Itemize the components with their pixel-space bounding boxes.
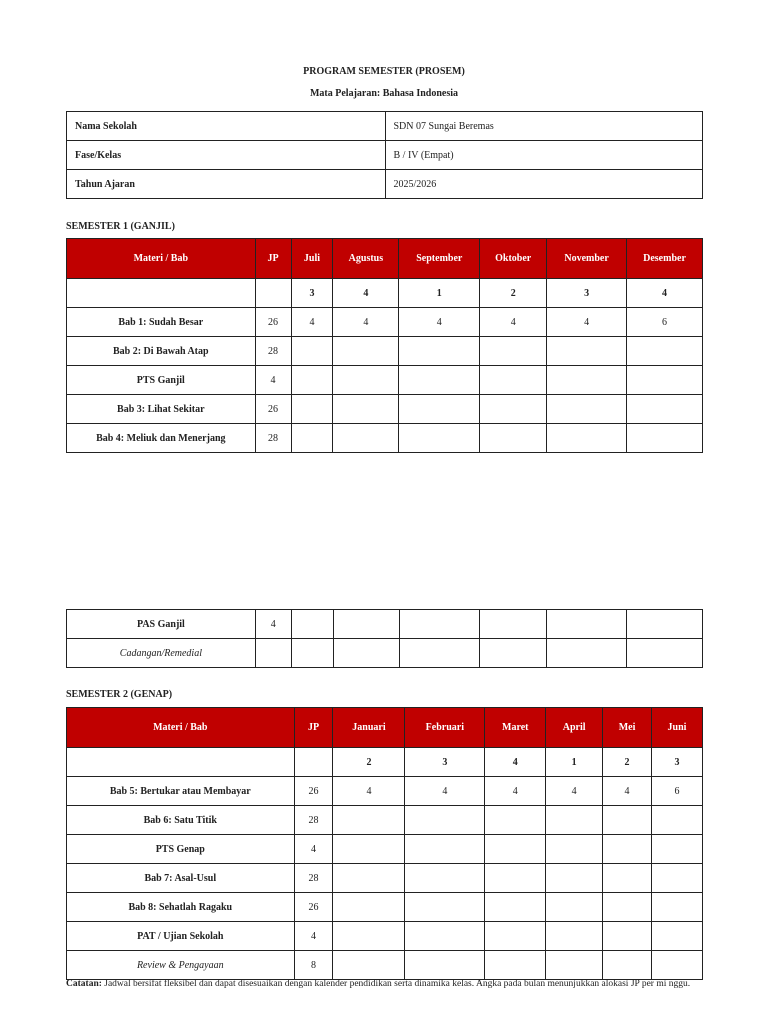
month-cell [627, 366, 703, 395]
materi-cell: Bab 1: Sudah Besar [67, 308, 256, 337]
month-cell [333, 424, 399, 453]
semester2-table [66, 707, 703, 980]
info-label: Fase/Kelas [67, 141, 386, 170]
month-cell [291, 337, 333, 366]
month-cell: 4 [480, 308, 547, 337]
week-number: 2 [603, 748, 652, 777]
month-cell [627, 610, 703, 639]
jp-cell: 26 [294, 777, 333, 806]
month-cell [333, 922, 405, 951]
month-cell [627, 424, 703, 453]
materi-cell: Bab 3: Lihat Sekitar [67, 395, 256, 424]
month-cell [480, 337, 547, 366]
info-table [66, 111, 703, 199]
month-cell [485, 893, 546, 922]
month-cell [546, 806, 603, 835]
materi-cell: PAS Ganjil [67, 610, 256, 639]
column-header-materi: Materi / Bab [67, 708, 295, 748]
month-cell [485, 922, 546, 951]
table-row [67, 922, 703, 951]
month-cell [546, 893, 603, 922]
column-header-month: Desember [627, 239, 703, 279]
jp-cell: 8 [294, 951, 333, 980]
month-cell [333, 639, 399, 668]
week-number: 4 [333, 279, 399, 308]
column-header-jp: JP [255, 239, 291, 279]
month-cell [485, 835, 546, 864]
materi-cell: Cadangan/Remedial [67, 639, 256, 668]
month-cell [333, 806, 405, 835]
month-cell [547, 366, 627, 395]
week-number: 1 [399, 279, 480, 308]
month-cell: 4 [485, 777, 546, 806]
month-cell [480, 366, 547, 395]
column-header-month: November [547, 239, 627, 279]
week-cell-empty [67, 279, 256, 308]
materi-cell: PTS Genap [67, 835, 295, 864]
month-cell [603, 835, 652, 864]
month-cell [405, 806, 485, 835]
month-cell [546, 864, 603, 893]
week-number: 2 [333, 748, 405, 777]
header-row [67, 708, 703, 748]
column-header-month: Juli [291, 239, 333, 279]
month-cell [485, 806, 546, 835]
week-cell-empty [67, 748, 295, 777]
month-cell [399, 395, 480, 424]
month-cell [652, 835, 703, 864]
month-cell: 4 [547, 308, 627, 337]
table-row [67, 610, 703, 639]
table-row [67, 395, 703, 424]
month-cell [546, 835, 603, 864]
column-header-month: September [399, 239, 480, 279]
materi-cell: Review & Pengayaan [67, 951, 295, 980]
jp-cell: 4 [255, 610, 291, 639]
materi-cell: Bab 4: Meliuk dan Menerjang [67, 424, 256, 453]
note [66, 975, 706, 994]
month-cell [291, 610, 333, 639]
month-cell: 6 [627, 308, 703, 337]
semester1-table [66, 238, 703, 453]
document-subtitle: Mata Pelajaran: Bahasa Indonesia [309, 88, 459, 99]
materi-cell: PTS Ganjil [67, 366, 256, 395]
column-header-materi: Materi / Bab [67, 239, 256, 279]
month-cell [547, 424, 627, 453]
info-row [67, 170, 703, 199]
jp-cell: 28 [255, 424, 291, 453]
month-cell [652, 864, 703, 893]
month-cell [603, 922, 652, 951]
month-cell [547, 610, 627, 639]
month-cell: 6 [652, 777, 703, 806]
month-cell [333, 610, 399, 639]
week-number: 1 [546, 748, 603, 777]
materi-cell: PAT / Ujian Sekolah [67, 922, 295, 951]
column-header-month: Maret [485, 708, 546, 748]
month-cell [627, 337, 703, 366]
month-cell: 4 [603, 777, 652, 806]
table-row [67, 366, 703, 395]
month-cell [333, 395, 399, 424]
week-cell-empty [294, 748, 333, 777]
column-header-month: April [546, 708, 603, 748]
month-cell [603, 806, 652, 835]
table-row [67, 835, 703, 864]
month-cell [480, 424, 547, 453]
column-header-month: Februari [405, 708, 485, 748]
note-label: Catatan: [66, 979, 102, 989]
note-text: Jadwal bersifat fleksibel dan dapat disesuaikan dengan kalender pendidikan serta dinamika kelas. Angka pada bulan menunjukkan alokasi JP per mi nggu. [104, 979, 691, 989]
jp-cell: 4 [294, 922, 333, 951]
month-cell [627, 395, 703, 424]
month-cell: 4 [399, 308, 480, 337]
jp-cell: 26 [294, 893, 333, 922]
materi-cell: Bab 8: Sehatlah Ragaku [67, 893, 295, 922]
info-value: SDN 07 Sungai Beremas [385, 112, 703, 141]
week-cell-empty [255, 279, 291, 308]
semester1-heading: SEMESTER 1 (GANJIL) [66, 221, 175, 232]
table-row [67, 864, 703, 893]
month-cell [399, 424, 480, 453]
month-cell [333, 864, 405, 893]
month-cell [405, 893, 485, 922]
month-cell [399, 366, 480, 395]
info-value: B / IV (Empat) [385, 141, 703, 170]
month-cell [547, 395, 627, 424]
month-cell [333, 337, 399, 366]
week-number: 4 [485, 748, 546, 777]
month-cell [652, 922, 703, 951]
month-cell [405, 864, 485, 893]
jp-cell: 28 [294, 864, 333, 893]
semester1-table-continued [66, 609, 703, 668]
column-header-month: Oktober [480, 239, 547, 279]
week-number: 3 [405, 748, 485, 777]
month-cell [547, 337, 627, 366]
table-row [67, 777, 703, 806]
week-number: 3 [652, 748, 703, 777]
column-header-month: Juni [652, 708, 703, 748]
jp-cell: 26 [255, 395, 291, 424]
jp-cell: 4 [294, 835, 333, 864]
table-row [67, 424, 703, 453]
month-cell [399, 639, 480, 668]
week-number: 2 [480, 279, 547, 308]
month-cell [405, 922, 485, 951]
week-number: 4 [627, 279, 703, 308]
materi-cell: Bab 7: Asal-Usul [67, 864, 295, 893]
month-cell [603, 864, 652, 893]
month-cell [291, 639, 333, 668]
month-cell [603, 893, 652, 922]
month-cell [405, 835, 485, 864]
month-cell: 4 [333, 308, 399, 337]
table-row [67, 639, 703, 668]
month-cell [291, 395, 333, 424]
materi-cell: Bab 5: Bertukar atau Membayar [67, 777, 295, 806]
month-cell [547, 639, 627, 668]
week-row [67, 279, 703, 308]
column-header-month: Januari [333, 708, 405, 748]
month-cell [480, 395, 547, 424]
month-cell: 4 [291, 308, 333, 337]
month-cell [291, 424, 333, 453]
month-cell [652, 893, 703, 922]
month-cell [652, 806, 703, 835]
month-cell [546, 922, 603, 951]
month-cell [333, 893, 405, 922]
info-value: 2025/2026 [385, 170, 703, 199]
materi-cell: Bab 2: Di Bawah Atap [67, 337, 256, 366]
jp-cell: 28 [255, 337, 291, 366]
info-row [67, 141, 703, 170]
column-header-jp: JP [294, 708, 333, 748]
jp-cell: 28 [294, 806, 333, 835]
info-row [67, 112, 703, 141]
month-cell: 4 [546, 777, 603, 806]
month-cell [333, 835, 405, 864]
month-cell [485, 864, 546, 893]
semester2-heading: SEMESTER 2 (GENAP) [66, 689, 173, 700]
month-cell [480, 639, 547, 668]
materi-cell: Bab 6: Satu Titik [67, 806, 295, 835]
jp-cell: 26 [255, 308, 291, 337]
month-cell [399, 337, 480, 366]
info-label: Tahun Ajaran [67, 170, 386, 199]
week-number: 3 [547, 279, 627, 308]
table-row [67, 893, 703, 922]
month-cell: 4 [405, 777, 485, 806]
month-cell: 4 [333, 777, 405, 806]
jp-cell [255, 639, 291, 668]
header-row [67, 239, 703, 279]
table-row [67, 806, 703, 835]
month-cell [480, 610, 547, 639]
week-number: 3 [291, 279, 333, 308]
week-row [67, 748, 703, 777]
document-title: PROGRAM SEMESTER (PROSEM) [303, 66, 465, 77]
table-row [67, 337, 703, 366]
month-cell [333, 366, 399, 395]
column-header-month: Agustus [333, 239, 399, 279]
month-cell [627, 639, 703, 668]
table-row [67, 308, 703, 337]
info-label: Nama Sekolah [67, 112, 386, 141]
column-header-month: Mei [603, 708, 652, 748]
month-cell [291, 366, 333, 395]
month-cell [399, 610, 480, 639]
jp-cell: 4 [255, 366, 291, 395]
